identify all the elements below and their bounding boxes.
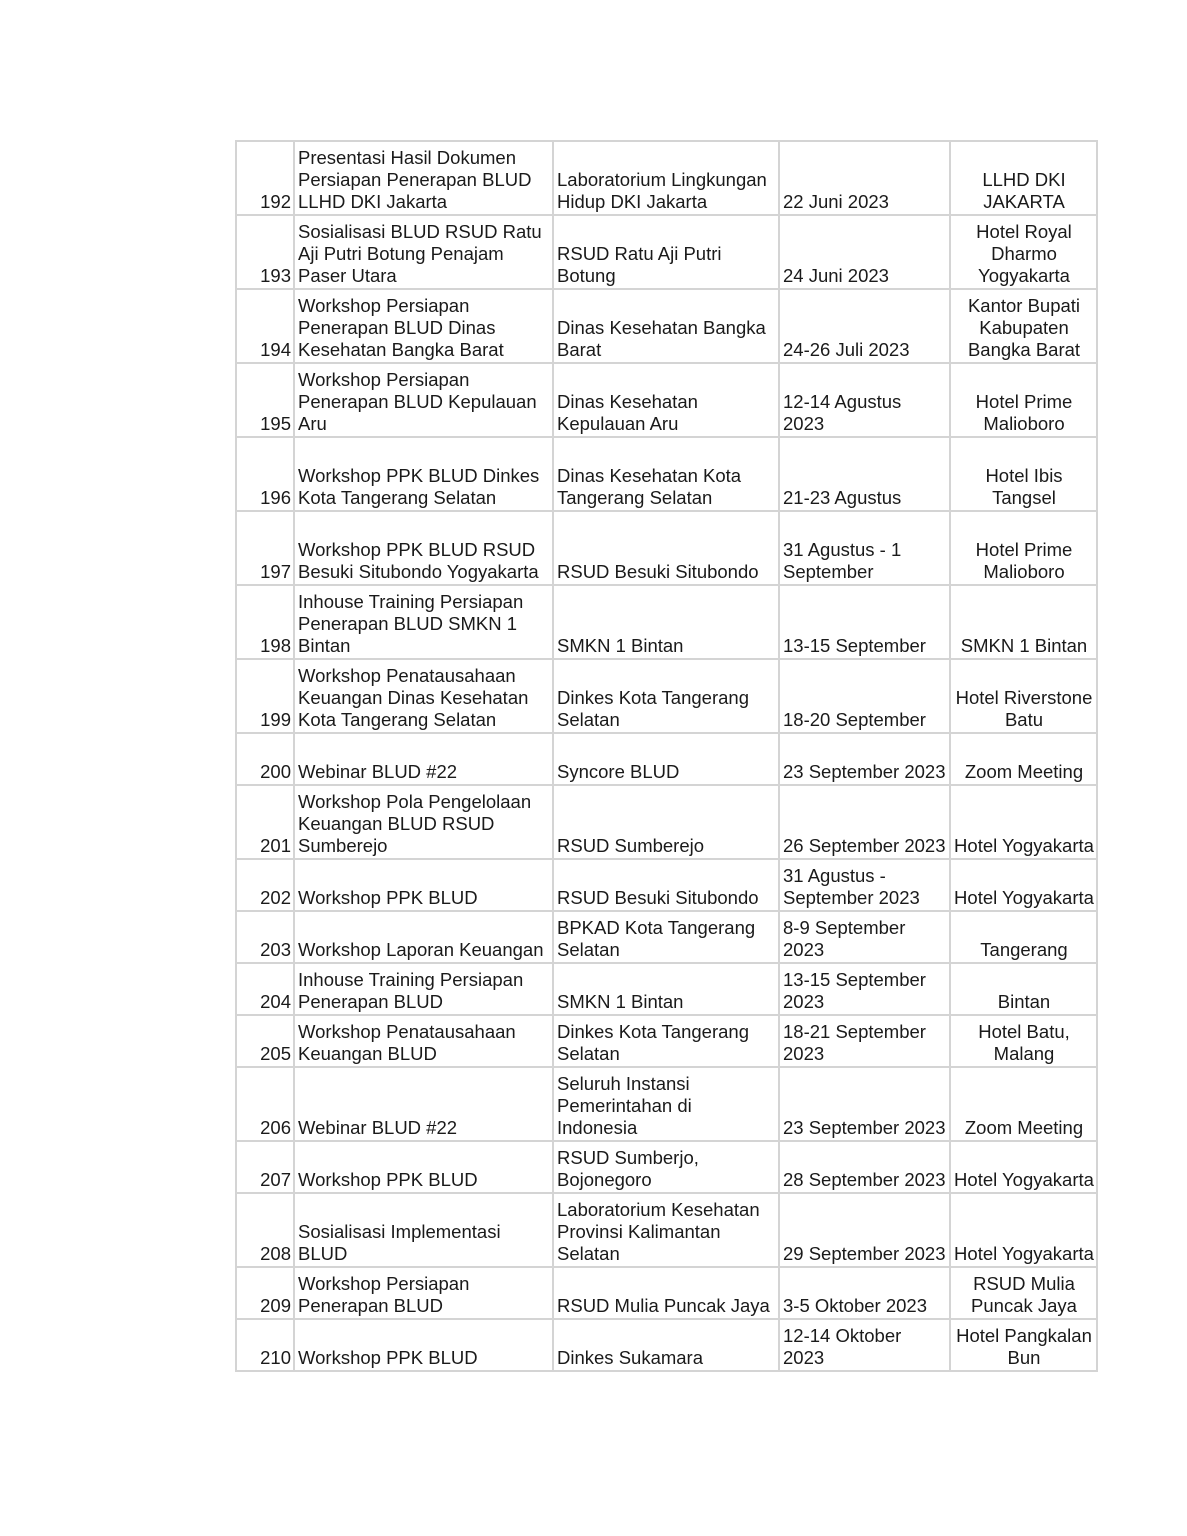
- table-row: [236, 963, 1097, 1015]
- row-number: 197: [236, 511, 294, 585]
- table-row: [236, 511, 1097, 585]
- row-number: 196: [236, 437, 294, 511]
- row-number: 192: [236, 141, 294, 215]
- table-row: [236, 363, 1097, 437]
- date-cell: 23 September 2023: [779, 1067, 950, 1141]
- institution-cell: RSUD Ratu Aji Putri Botung: [553, 215, 779, 289]
- date-cell: 13-15 September: [779, 585, 950, 659]
- table-body: [236, 141, 1097, 1371]
- location-cell: RSUD Mulia Puncak Jaya: [950, 1267, 1097, 1319]
- row-number: 194: [236, 289, 294, 363]
- location-cell: LLHD DKI JAKARTA: [950, 141, 1097, 215]
- date-cell: 24-26 Juli 2023: [779, 289, 950, 363]
- activity-cell: Inhouse Training Persiapan Penerapan BLUD: [294, 963, 553, 1015]
- location-cell: Hotel Prime Malioboro: [950, 363, 1097, 437]
- activity-cell: Workshop PPK BLUD: [294, 859, 553, 911]
- institution-cell: Laboratorium Lingkungan Hidup DKI Jakarta: [553, 141, 779, 215]
- row-number: 206: [236, 1067, 294, 1141]
- date-cell: 21-23 Agustus: [779, 437, 950, 511]
- location-cell: Zoom Meeting: [950, 1067, 1097, 1141]
- activity-cell: Workshop Laporan Keuangan: [294, 911, 553, 963]
- date-cell: 28 September 2023: [779, 1141, 950, 1193]
- date-cell: 22 Juni 2023: [779, 141, 950, 215]
- row-number: 195: [236, 363, 294, 437]
- date-cell: 23 September 2023: [779, 733, 950, 785]
- activity-cell: Workshop Penatausahaan Keuangan BLUD: [294, 1015, 553, 1067]
- table-row: [236, 215, 1097, 289]
- activity-cell: Presentasi Hasil Dokumen Persiapan Penerapan BLUD LLHD DKI Jakarta: [294, 141, 553, 215]
- institution-cell: Dinas Kesehatan Bangka Barat: [553, 289, 779, 363]
- institution-cell: Dinkes Sukamara: [553, 1319, 779, 1371]
- institution-cell: Dinkes Kota Tangerang Selatan: [553, 659, 779, 733]
- row-number: 199: [236, 659, 294, 733]
- date-cell: 18-21 September 2023: [779, 1015, 950, 1067]
- institution-cell: BPKAD Kota Tangerang Selatan: [553, 911, 779, 963]
- row-number: 200: [236, 733, 294, 785]
- activity-cell: Workshop PPK BLUD: [294, 1319, 553, 1371]
- location-cell: Hotel Pangkalan Bun: [950, 1319, 1097, 1371]
- table-row: [236, 437, 1097, 511]
- activity-cell: Workshop PPK BLUD RSUD Besuki Situbondo Yogyakarta: [294, 511, 553, 585]
- location-cell: Hotel Batu, Malang: [950, 1015, 1097, 1067]
- date-cell: 12-14 Oktober 2023: [779, 1319, 950, 1371]
- activity-cell: Webinar BLUD #22: [294, 733, 553, 785]
- date-cell: 29 September 2023: [779, 1193, 950, 1267]
- table-row: [236, 733, 1097, 785]
- table-row: [236, 1319, 1097, 1371]
- location-cell: Bintan: [950, 963, 1097, 1015]
- row-number: 203: [236, 911, 294, 963]
- institution-cell: SMKN 1 Bintan: [553, 963, 779, 1015]
- institution-cell: RSUD Besuki Situbondo: [553, 511, 779, 585]
- table-row: [236, 141, 1097, 215]
- date-cell: 13-15 September 2023: [779, 963, 950, 1015]
- activity-cell: Workshop Persiapan Penerapan BLUD Dinas Kesehatan Bangka Barat: [294, 289, 553, 363]
- row-number: 207: [236, 1141, 294, 1193]
- table-row: [236, 1193, 1097, 1267]
- date-cell: 3-5 Oktober 2023: [779, 1267, 950, 1319]
- institution-cell: RSUD Sumberejo: [553, 785, 779, 859]
- table-row: [236, 585, 1097, 659]
- institution-cell: Seluruh Instansi Pemerintahan di Indonesia: [553, 1067, 779, 1141]
- location-cell: Hotel Ibis Tangsel: [950, 437, 1097, 511]
- row-number: 193: [236, 215, 294, 289]
- date-cell: 12-14 Agustus 2023: [779, 363, 950, 437]
- institution-cell: RSUD Sumberjo, Bojonegoro: [553, 1141, 779, 1193]
- table-row: [236, 911, 1097, 963]
- location-cell: Hotel Prime Malioboro: [950, 511, 1097, 585]
- row-number: 204: [236, 963, 294, 1015]
- date-cell: 26 September 2023: [779, 785, 950, 859]
- institution-cell: SMKN 1 Bintan: [553, 585, 779, 659]
- row-number: 209: [236, 1267, 294, 1319]
- date-cell: 31 Agustus - September 2023: [779, 859, 950, 911]
- activity-cell: Workshop PPK BLUD Dinkes Kota Tangerang Selatan: [294, 437, 553, 511]
- activity-cell: Workshop Penatausahaan Keuangan Dinas Kesehatan Kota Tangerang Selatan: [294, 659, 553, 733]
- table-row: [236, 1141, 1097, 1193]
- activity-cell: Webinar BLUD #22: [294, 1067, 553, 1141]
- table-row: [236, 659, 1097, 733]
- institution-cell: RSUD Mulia Puncak Jaya: [553, 1267, 779, 1319]
- activity-cell: Workshop Persiapan Penerapan BLUD: [294, 1267, 553, 1319]
- institution-cell: Dinas Kesehatan Kota Tangerang Selatan: [553, 437, 779, 511]
- row-number: 202: [236, 859, 294, 911]
- row-number: 208: [236, 1193, 294, 1267]
- institution-cell: Laboratorium Kesehatan Provinsi Kalimantan Selatan: [553, 1193, 779, 1267]
- location-cell: Hotel Riverstone Batu: [950, 659, 1097, 733]
- institution-cell: RSUD Besuki Situbondo: [553, 859, 779, 911]
- location-cell: Hotel Yogyakarta: [950, 859, 1097, 911]
- table-row: [236, 785, 1097, 859]
- location-cell: Hotel Royal Dharmo Yogyakarta: [950, 215, 1097, 289]
- institution-cell: Syncore BLUD: [553, 733, 779, 785]
- row-number: 210: [236, 1319, 294, 1371]
- location-cell: Hotel Yogyakarta: [950, 1141, 1097, 1193]
- institution-cell: Dinas Kesehatan Kepulauan Aru: [553, 363, 779, 437]
- institution-cell: Dinkes Kota Tangerang Selatan: [553, 1015, 779, 1067]
- activity-table: [235, 140, 1098, 1372]
- table-row: [236, 1015, 1097, 1067]
- date-cell: 31 Agustus - 1 September: [779, 511, 950, 585]
- location-cell: Tangerang: [950, 911, 1097, 963]
- date-cell: 8-9 September 2023: [779, 911, 950, 963]
- activity-cell: Workshop Pola Pengelolaan Keuangan BLUD RSUD Sumberejo: [294, 785, 553, 859]
- table-row: [236, 289, 1097, 363]
- location-cell: Hotel Yogyakarta: [950, 785, 1097, 859]
- activity-cell: Sosialisasi Implementasi BLUD: [294, 1193, 553, 1267]
- activity-cell: Sosialisasi BLUD RSUD Ratu Aji Putri Botung Penajam Paser Utara: [294, 215, 553, 289]
- location-cell: Kantor Bupati Kabupaten Bangka Barat: [950, 289, 1097, 363]
- row-number: 201: [236, 785, 294, 859]
- activity-cell: Inhouse Training Persiapan Penerapan BLUD SMKN 1 Bintan: [294, 585, 553, 659]
- activity-cell: Workshop Persiapan Penerapan BLUD Kepulauan Aru: [294, 363, 553, 437]
- table-row: [236, 859, 1097, 911]
- date-cell: 18-20 September: [779, 659, 950, 733]
- table-row: [236, 1067, 1097, 1141]
- location-cell: SMKN 1 Bintan: [950, 585, 1097, 659]
- row-number: 198: [236, 585, 294, 659]
- activity-cell: Workshop PPK BLUD: [294, 1141, 553, 1193]
- date-cell: 24 Juni 2023: [779, 215, 950, 289]
- location-cell: Zoom Meeting: [950, 733, 1097, 785]
- row-number: 205: [236, 1015, 294, 1067]
- table-row: [236, 1267, 1097, 1319]
- location-cell: Hotel Yogyakarta: [950, 1193, 1097, 1267]
